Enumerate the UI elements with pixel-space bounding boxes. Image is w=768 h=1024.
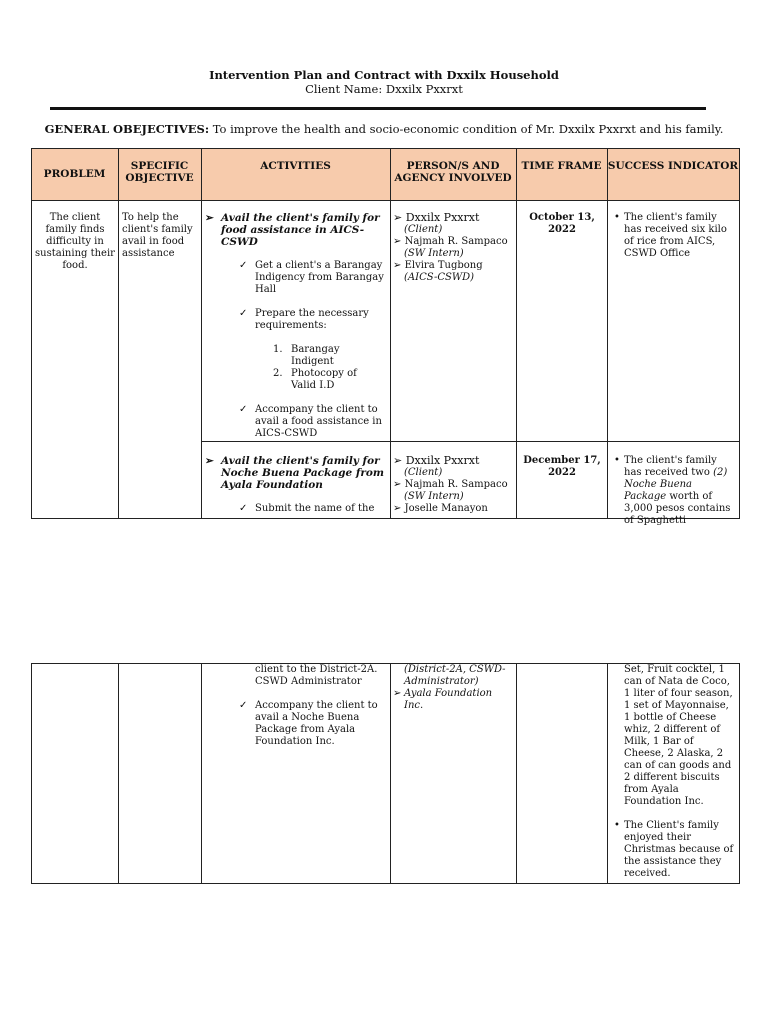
grid-line: [201, 441, 739, 442]
row2-person4-text: Ayala Foundation Inc.: [404, 688, 493, 711]
row2-check1: [239, 503, 385, 515]
header-specific-objective: SPECIFIC OBJECTIVE: [118, 148, 201, 200]
check-icon: ✓: [239, 308, 248, 319]
row1-problem: The client family finds difficulty in sustaining their food.: [35, 212, 115, 271]
row2-person1: Dxxilx Pxxrxt: [405, 454, 480, 467]
row1-num2: 2. Photocopy of Valid I.D: [273, 368, 357, 391]
row1-time: October 13, 2022: [529, 212, 595, 235]
row1-person2-role: (SW Intern): [404, 248, 464, 259]
row2-activities-top: [205, 455, 385, 515]
row1-person1-role: (Client): [404, 224, 443, 235]
objectives-text: To improve the health and socio-economic condition of Mr. Dxxilx Pxxrxt and his family.: [209, 122, 724, 136]
row2-persons-top: [393, 455, 513, 515]
header-success-indicator: SUCCESS INDICATOR: [607, 148, 739, 200]
row2-check2-text: Accompany the client to avail a Noche Buena Package from Ayala Foundation Inc.: [255, 700, 378, 747]
grid-line: [516, 148, 517, 519]
grid-line: [118, 663, 119, 884]
row1-num1-text: Barangay Indigent: [291, 344, 340, 367]
grid-line: [31, 148, 739, 149]
client-name: Client Name: Dxxilx Pxxrxt: [305, 82, 463, 96]
grid-line: [31, 200, 739, 201]
grid-line: [201, 663, 202, 884]
row2-check1-cont: client to the District-2A. CSWD Administrator: [255, 664, 378, 687]
row2-time: December 17, 2022: [523, 455, 601, 478]
grid-line: [390, 663, 391, 884]
row1-activity-head-text: Avail the client's family for food assistance in AICS-CSWD: [221, 212, 380, 248]
document-title: Intervention Plan and Contract with Dxxilx Household: [209, 68, 559, 82]
row1-check1: [239, 260, 385, 296]
arrow-icon: ➢: [393, 236, 402, 247]
grid-line: [201, 148, 202, 519]
row2-person3-role: (District-2A, CSWD-Administrator): [404, 664, 506, 687]
header-activities: ACTIVITIES: [201, 148, 390, 200]
row1-objective: To help the client's family avail in food assistance: [122, 212, 193, 259]
row1-person2: Najmah R. Sampaco: [404, 236, 508, 247]
row2-success-cont: Set, Fruit cocktel, 1 can of Nata de Coco, 1 liter of four season, 1 set of Mayonnaise, 1 bottle of Cheese whiz, 2 different of Milk, 1 Bar of Cheese, 2 Alaska, 2 can of can goods and 2 different biscuits from Ayala Foundation Inc.: [624, 664, 733, 807]
arrow-icon: ➢: [393, 211, 403, 224]
row1-num1: 1. Barangay Indigent: [273, 344, 340, 367]
grid-line: [31, 148, 32, 519]
bullet-icon: •: [614, 820, 620, 831]
row2-success-bottom: [610, 664, 736, 880]
row1-success-text: The client's family has received six kilo of rice from AICS, CSWD Office: [624, 212, 727, 259]
row2-activity-head: [205, 455, 385, 491]
row1-person1: Dxxilx Pxxrxt: [405, 211, 480, 224]
general-objectives: [0, 122, 768, 136]
row1-person3: Elvira Tugbong: [404, 260, 483, 271]
row1-num2-text: Photocopy of Valid I.D: [291, 368, 357, 391]
check-icon: ✓: [239, 503, 248, 514]
row2-success-a: The client's family has received two: [624, 455, 717, 478]
row2-activities-bottom: [239, 664, 385, 748]
row2-success-top: [610, 455, 736, 526]
grid-line: [390, 148, 391, 519]
row1-persons: [393, 212, 513, 284]
grid-line: [607, 148, 608, 519]
row1-check2-text: Prepare the necessary requirements:: [255, 308, 369, 331]
row1-success: [610, 212, 736, 260]
grid-line: [516, 663, 517, 884]
row1-check3-text: Accompany the client to avail a food assistance in AICS-CSWD: [255, 404, 382, 439]
arrow-icon: ➢: [205, 212, 214, 224]
check-icon: ✓: [239, 260, 248, 271]
check-icon: ✓: [239, 700, 248, 711]
arrow-icon: ➢: [393, 454, 403, 467]
row2-check2: [239, 700, 385, 748]
check-icon: ✓: [239, 404, 248, 415]
bullet-icon: •: [614, 455, 620, 466]
grid-line: [607, 663, 608, 884]
objectives-label: GENERAL OBEJECTIVES:: [44, 122, 210, 136]
bullet-icon: •: [614, 212, 620, 223]
arrow-icon: ➢: [393, 479, 402, 490]
row2-check1-text: Submit the name of the: [255, 503, 375, 514]
arrow-icon: ➢: [205, 455, 214, 467]
grid-line: [31, 883, 739, 884]
row2-person2-role: (SW Intern): [404, 491, 464, 502]
row1-check2: [239, 308, 385, 332]
arrow-icon: ➢: [393, 260, 402, 271]
row1-check1-text: Get a client's a Barangay Indigency from Barangay Hall: [255, 260, 384, 295]
grid-line: [118, 148, 119, 519]
grid-line: [31, 663, 32, 884]
grid-line: [739, 663, 740, 884]
header-problem: PROBLEM: [31, 148, 118, 200]
title-divider: [50, 107, 706, 110]
row1-activities: [205, 212, 385, 440]
row1-person3-role: (AICS-CSWD): [404, 272, 475, 283]
header-time-frame: TIME FRAME: [516, 148, 607, 200]
row2-person3: Joselle Manayon: [404, 503, 488, 514]
row2-success-c: worth of 3,000 pesos contains of Spaghetti: [624, 491, 731, 526]
row2-success2: [614, 820, 736, 880]
arrow-icon: ➢: [393, 503, 402, 514]
row2-activity-head-text: Avail the client's family for Noche Buena Package from Ayala Foundation: [221, 455, 384, 491]
row2-success2-text: The Client's family enjoyed their Christmas because of the assistance they received.: [624, 820, 734, 879]
grid-line: [739, 148, 740, 519]
arrow-icon: ➢: [393, 688, 402, 699]
row2-persons-bottom: [393, 664, 513, 712]
row2-person4: [393, 688, 513, 712]
header-persons: PERSON/S AND AGENCY INVOLVED: [390, 148, 516, 200]
row2-person2: Najmah R. Sampaco: [404, 479, 508, 490]
row1-check3: [239, 404, 385, 440]
row2-success-b: (2) Noche Buena Package: [624, 467, 728, 502]
row1-activity-head: [205, 212, 385, 248]
row2-person1-role: (Client): [404, 467, 443, 478]
